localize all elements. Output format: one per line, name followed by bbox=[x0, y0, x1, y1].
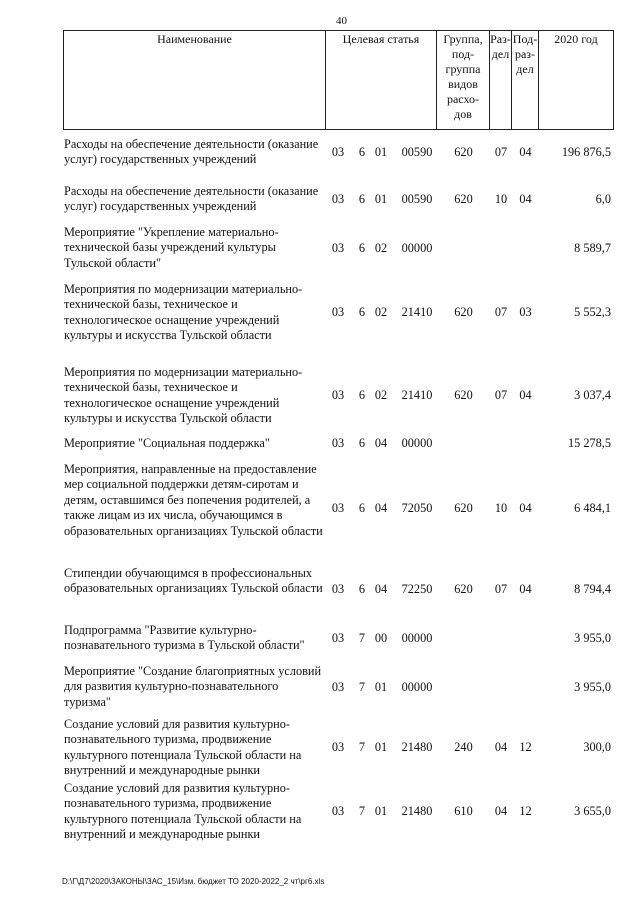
cell-c1: 03 bbox=[331, 804, 345, 818]
cell-subsection: 12 bbox=[519, 740, 532, 754]
cell-amount: 8 589,7 bbox=[574, 241, 611, 255]
header-subsection: Под- раз- дел bbox=[512, 31, 539, 130]
row-name: Мероприятие "Укрепление материально-технической базы учреждений культуры Тульской области" bbox=[64, 225, 279, 270]
cell-c3: 01 bbox=[374, 145, 388, 159]
cell-c3: 02 bbox=[374, 241, 388, 255]
cell-c2: 7 bbox=[358, 740, 366, 754]
cell-c4: 21410 bbox=[401, 388, 433, 402]
cell-amount: 3 037,4 bbox=[574, 388, 611, 402]
cell-c1: 03 bbox=[331, 582, 345, 596]
cell-group: 610 bbox=[454, 804, 473, 818]
cell-c3: 01 bbox=[374, 804, 388, 818]
cell-amount: 3 955,0 bbox=[574, 631, 611, 645]
cell-subsection: 04 bbox=[519, 388, 532, 402]
cell-c3: 02 bbox=[374, 305, 388, 319]
header-target: Целевая статья bbox=[326, 31, 437, 130]
cell-section: 04 bbox=[494, 740, 508, 754]
cell-c2: 7 bbox=[358, 804, 366, 818]
cell-c4: 21410 bbox=[401, 305, 433, 319]
cell-c2: 7 bbox=[358, 680, 366, 694]
cell-group: 620 bbox=[454, 388, 473, 402]
row-name: Стипендии обучающимся в профессиональных образовательных организациях Тульской области bbox=[64, 566, 323, 596]
cell-c2: 6 bbox=[358, 241, 366, 255]
cell-c1: 03 bbox=[331, 145, 345, 159]
cell-group: 620 bbox=[454, 305, 473, 319]
cell-subsection: 04 bbox=[519, 145, 532, 159]
row-name: Создание условий для развития культурно-познавательного туризма, продвижение культурного потенциала Тульской области на внутренний и международные рынки bbox=[64, 781, 302, 842]
cell-c3: 01 bbox=[374, 740, 388, 754]
cell-c1: 03 bbox=[331, 388, 345, 402]
row-name: Мероприятие "Социальная поддержка" bbox=[64, 436, 270, 450]
cell-c1: 03 bbox=[331, 680, 345, 694]
cell-c1: 03 bbox=[331, 631, 345, 645]
cell-group: 240 bbox=[454, 740, 473, 754]
cell-c2: 6 bbox=[358, 582, 366, 596]
cell-amount: 3 955,0 bbox=[574, 680, 611, 694]
cell-c1: 03 bbox=[331, 501, 345, 515]
cell-subsection: 12 bbox=[519, 804, 532, 818]
row-name: Расходы на обеспечение деятельности (оказание услуг) государственных учреждений bbox=[64, 137, 319, 167]
cell-group: 620 bbox=[454, 501, 473, 515]
file-path: D:\Г\Д7\2020\ЗАКОНЫ\ЗАС_15\Изм. бюджет ТО 2020-2022_2 чт\рг6.xls bbox=[62, 877, 325, 886]
cell-c3: 04 bbox=[374, 501, 388, 515]
cell-c4: 00000 bbox=[401, 436, 433, 450]
row-name: Создание условий для развития культурно-познавательного туризма, продвижение культурного потенциала Тульской области на внутренний и международные рынки bbox=[64, 717, 302, 778]
row-name: Мероприятия по модернизации материально-технической базы, техническое и технологическое оснащение учреждений культуры и искусства Тульской области bbox=[64, 282, 303, 343]
cell-group: 620 bbox=[454, 192, 473, 206]
cell-amount: 3 655,0 bbox=[574, 804, 611, 818]
cell-c1: 03 bbox=[331, 192, 345, 206]
cell-c4: 72050 bbox=[401, 501, 433, 515]
cell-c4: 00590 bbox=[401, 145, 433, 159]
cell-c3: 04 bbox=[374, 582, 388, 596]
header-group: Группа, под- группа видов расхо- дов bbox=[437, 31, 490, 130]
cell-c1: 03 bbox=[331, 305, 345, 319]
cell-section: 10 bbox=[494, 501, 508, 515]
cell-c4: 00590 bbox=[401, 192, 433, 206]
cell-amount: 15 278,5 bbox=[567, 436, 611, 450]
header-year: 2020 год bbox=[539, 31, 614, 130]
cell-c3: 00 bbox=[374, 631, 388, 645]
cell-c4: 00000 bbox=[401, 241, 433, 255]
table-header bbox=[63, 30, 614, 130]
cell-c4: 21480 bbox=[401, 740, 433, 754]
cell-c3: 01 bbox=[374, 680, 388, 694]
cell-c3: 04 bbox=[374, 436, 388, 450]
cell-c2: 6 bbox=[358, 145, 366, 159]
cell-subsection: 04 bbox=[519, 501, 532, 515]
cell-c2: 6 bbox=[358, 388, 366, 402]
row-name: Подпрограмма "Развитие культурно-познавательного туризма в Тульской области" bbox=[64, 623, 305, 653]
row-name: Мероприятия по модернизации материально-технической базы, техническое и технологическое оснащение учреждений культуры и искусства Тульской области bbox=[64, 365, 303, 426]
cell-c1: 03 bbox=[331, 436, 345, 450]
cell-c3: 02 bbox=[374, 388, 388, 402]
row-name: Мероприятия, направленные на предоставление мер социальной поддержки детям-сиротам и детям, оставшимся без попечения родителей, а также лицам из их числа, обучающимся в образовательных организациях Тульской области bbox=[64, 462, 323, 538]
header-section: Раз- дел bbox=[490, 31, 512, 130]
cell-group: 620 bbox=[454, 145, 473, 159]
cell-amount: 300,0 bbox=[583, 740, 611, 754]
cell-subsection: 04 bbox=[519, 582, 532, 596]
row-name: Расходы на обеспечение деятельности (оказание услуг) государственных учреждений bbox=[64, 184, 319, 214]
cell-c1: 03 bbox=[331, 740, 345, 754]
cell-c4: 00000 bbox=[401, 631, 433, 645]
cell-amount: 6 484,1 bbox=[574, 501, 611, 515]
cell-section: 04 bbox=[494, 804, 508, 818]
cell-c3: 01 bbox=[374, 192, 388, 206]
cell-c4: 00000 bbox=[401, 680, 433, 694]
cell-section: 07 bbox=[494, 305, 508, 319]
cell-c2: 6 bbox=[358, 305, 366, 319]
cell-c2: 7 bbox=[358, 631, 366, 645]
cell-c4: 72250 bbox=[401, 582, 433, 596]
cell-section: 07 bbox=[494, 388, 508, 402]
cell-c2: 6 bbox=[358, 436, 366, 450]
cell-amount: 196 876,5 bbox=[561, 145, 611, 159]
cell-amount: 5 552,3 bbox=[574, 305, 611, 319]
cell-c2: 6 bbox=[358, 501, 366, 515]
page-number: 40 bbox=[336, 15, 347, 27]
cell-subsection: 03 bbox=[519, 305, 532, 319]
header-name: Наименование bbox=[64, 31, 326, 130]
cell-section: 07 bbox=[494, 582, 508, 596]
cell-c2: 6 bbox=[358, 192, 366, 206]
cell-c4: 21480 bbox=[401, 804, 433, 818]
cell-section: 07 bbox=[494, 145, 508, 159]
cell-section: 10 bbox=[494, 192, 508, 206]
cell-amount: 6,0 bbox=[595, 192, 611, 206]
cell-subsection: 04 bbox=[519, 192, 532, 206]
row-name: Мероприятие "Создание благоприятных условий для развития культурно-познавательного туризма" bbox=[64, 664, 322, 709]
cell-c1: 03 bbox=[331, 241, 345, 255]
cell-group: 620 bbox=[454, 582, 473, 596]
cell-amount: 8 794,4 bbox=[574, 582, 611, 596]
